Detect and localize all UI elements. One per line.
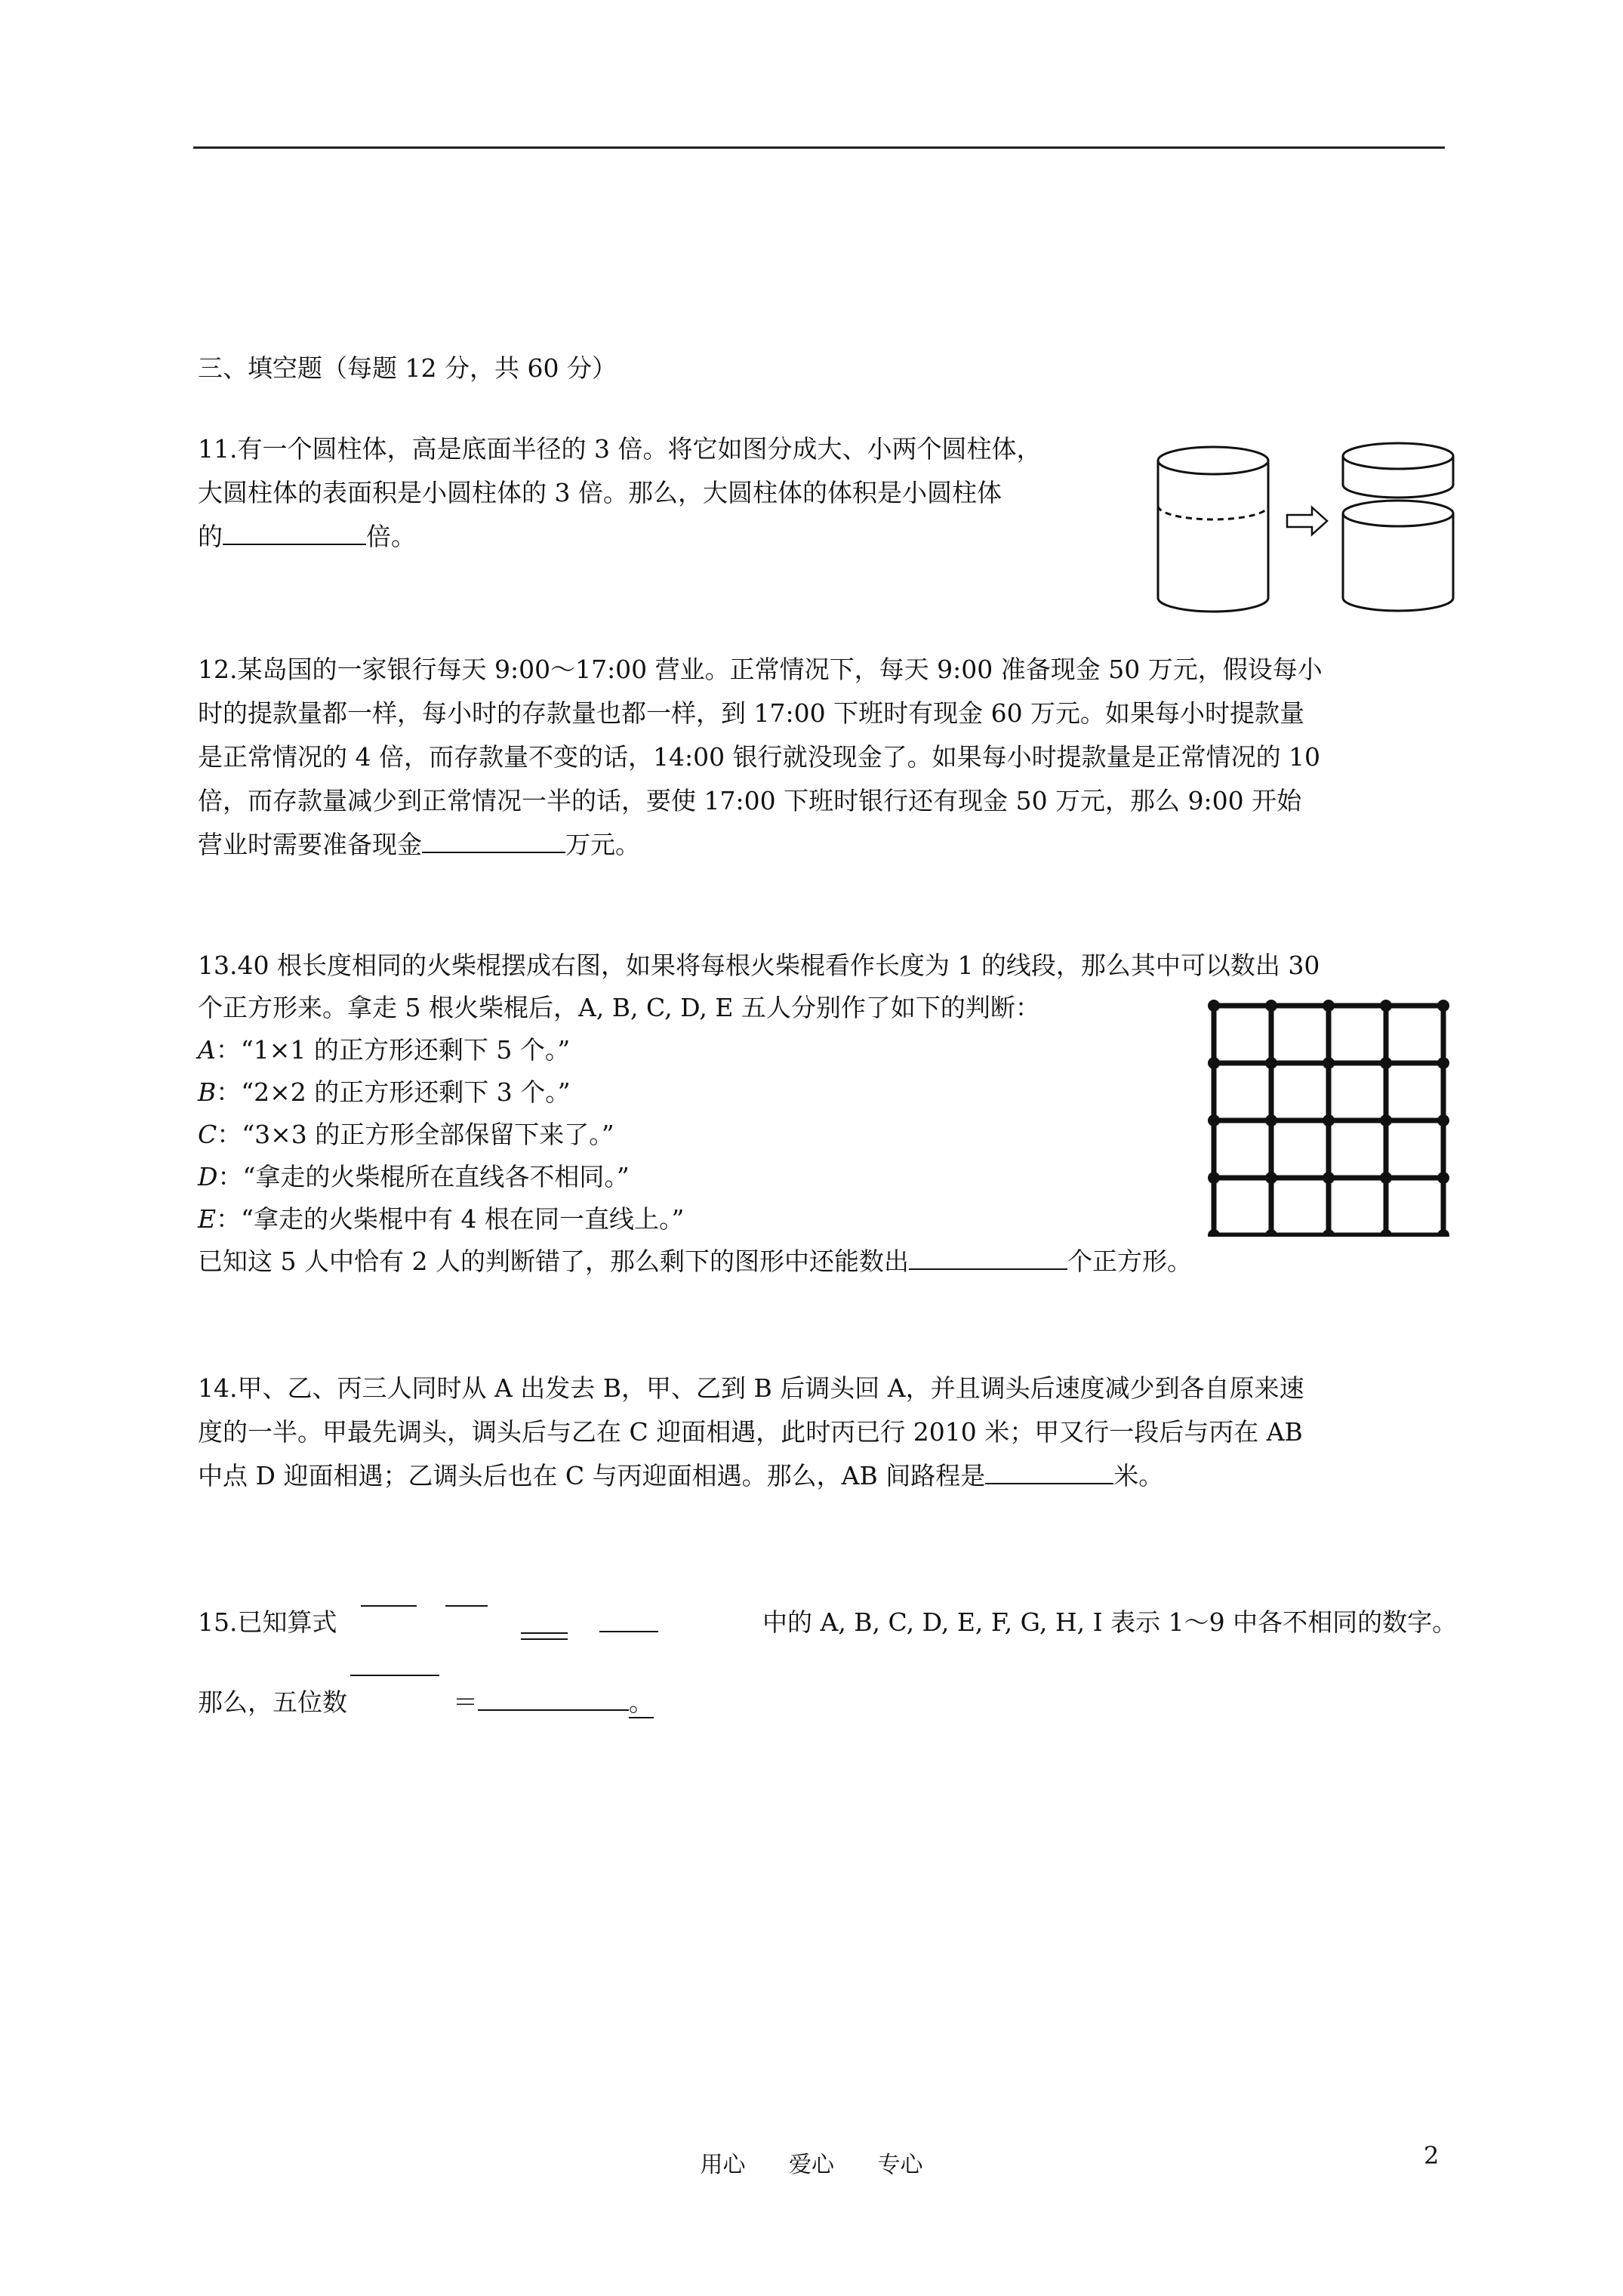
header-rule [193,146,1445,149]
q15-line-2 [198,1681,654,1724]
matchstick-joint [1326,1175,1332,1182]
q14-line-1: 14.甲、乙、丙三人同时从 A 出发去 B，甲、乙到 B 后调头回 A，并且调头后速度减少到各自原来速 [198,1373,1304,1403]
q11-line-2: 大圆柱体的表面积是小圆柱体的 3 倍。那么，大圆柱体的体积是小圆柱体 [198,478,1002,507]
q13-statement-d-text: ：“拿走的火柴棍所在直线各不相同。” [217,1162,630,1191]
matchstick-joint [1440,1060,1447,1067]
q12-line-4: 倍，而存款量减少到正常情况一半的话，要使 17:00 下班时银行还有现金 50 万元，那么 9:00 开始 [198,786,1302,815]
q13-line-2: 个正方形来。拿走 5 根火柴棍后，A, B, C, D, E 五人分别作了如下的判断： [198,993,1040,1022]
q13-statement-a [198,1028,570,1072]
matchstick-joint [1211,1060,1218,1067]
q13-last-line [198,1240,1192,1284]
q12-text-pre: 营业时需要准备现金 [198,830,422,859]
footer-item-3: 专心 [877,2152,923,2178]
matchstick-joint [1440,1003,1447,1009]
matchstick-joint [1383,1175,1390,1182]
matchstick-joint [1383,1117,1390,1124]
matchstick-joint [1440,1175,1447,1182]
cylinder-split-figure [1147,430,1480,619]
matchstick-joint [1440,1117,1447,1124]
q11-line-1: 11.有一个圆柱体，高是底面半径的 3 倍。将它如图分成大、小两个圆柱体， [198,434,1042,464]
q14-text-post: 米。 [1113,1461,1164,1490]
q13-person-b: B [198,1077,217,1107]
q11-line-3 [198,515,416,559]
q13-statement-c [198,1113,614,1157]
q13-statement-c-text: ：“3×3 的正方形全部保留下来了。” [217,1120,614,1149]
q15-line-1-pre: 15.已知算式 [198,1607,337,1637]
q14-line-2: 度的一半。甲最先调头，调头后与乙在 C 迎面相遇，此时丙已行 2010 米；甲又行一段后与丙在 AB [198,1417,1303,1447]
q15-equals-top [521,1632,568,1634]
q11-text-post: 倍。 [366,522,416,551]
page-number: 2 [1424,2141,1440,2170]
q15-overbar-1 [361,1605,417,1607]
q13-answer-blank[interactable] [909,1243,1067,1270]
q12-line-2: 时的提款量都一样，每小时的存款量也都一样，到 17:00 下班时有现金 60 万元。如果每小时提款量 [198,698,1305,728]
matchstick-joint [1211,1175,1218,1182]
q13-person-a: A [198,1035,216,1065]
matchstick-joint [1440,1232,1447,1237]
q14-text-pre: 中点 D 迎面相遇；乙调头后也在 C 与丙迎面相遇。那么，AB 间路程是 [198,1461,986,1490]
q13-person-c: C [198,1120,217,1149]
footer [0,2146,1623,2179]
footer-item-1: 用心 [700,2152,746,2178]
q13-person-e: E [198,1204,217,1234]
q12-answer-blank[interactable] [422,826,565,853]
matchstick-joint [1326,1117,1332,1124]
matchstick-joint [1268,1003,1275,1009]
matchstick-joint [1211,1117,1218,1124]
q14-line-3 [198,1454,1163,1498]
matchstick-grid-figure [1206,998,1460,1237]
q15-five-digit-number [347,1681,453,1724]
q12-line-5 [198,823,640,867]
matchstick-joint [1383,1232,1390,1237]
q15-text-post: 。 [629,1687,654,1717]
section-title: 三、填空题（每题 12 分，共 60 分） [198,353,617,383]
q15-text-pre: 那么，五位数 [198,1687,347,1717]
q12-line-1: 12.某岛国的一家银行每天 9:00～17:00 营业。正常情况下，每天 9:00 准备现金 50 万元，假设每小 [198,655,1323,684]
q15-answer-blank[interactable] [478,1684,629,1711]
matchstick-joint [1268,1117,1275,1124]
q13-statement-b [198,1071,571,1114]
matchstick-joint [1383,1060,1390,1067]
q13-statement-d [198,1155,630,1199]
matchstick-joint [1383,1003,1390,1009]
matchstick-joint [1326,1232,1332,1237]
q11-text-pre: 的 [198,522,223,551]
footer-item-2: 爱心 [789,2152,834,2178]
matchstick-joint [1326,1060,1332,1067]
q15-overbar-2 [445,1605,488,1607]
q15-line-1-post: 中的 A, B, C, D, E, F, G, H, I 表示 1～9 中各不相同的数字。 [762,1607,1458,1637]
q13-statement-a-text: ：“1×1 的正方形还剩下 5 个。” [215,1035,571,1065]
q14-answer-blank[interactable] [985,1457,1113,1484]
matchstick-joint [1211,1232,1218,1237]
q12-text-post: 万元。 [565,830,640,859]
q13-text-pre: 已知这 5 人中恰有 2 人的判断错了，那么剩下的图形中还能数出 [198,1247,909,1276]
q13-statement-b-text: ：“2×2 的正方形还剩下 3 个。” [216,1077,571,1107]
q15-overbar-3 [599,1631,658,1632]
q15-equals-bottom [521,1638,568,1640]
matchstick-joint [1326,1003,1332,1009]
matchstick-joint [1268,1232,1275,1237]
q13-person-d: D [198,1162,218,1191]
matchstick-joint [1268,1175,1275,1182]
q11-answer-blank[interactable] [223,518,366,545]
matchstick-joint [1211,1003,1218,1009]
q15-overbar-4 [350,1675,439,1676]
q12-line-3: 是正常情况的 4 倍，而存款量不变的话，14:00 银行就没现金了。如果每小时提款量是正常情况的 10 [198,742,1321,772]
q13-line-1: 13.40 根长度相同的火柴棍摆成右图，如果将每根火柴棍看作长度为 1 的线段，那么其中可以数出 30 [198,951,1320,980]
q15-equals-sign: ＝ [453,1687,478,1717]
q13-text-post: 个正方形。 [1067,1247,1192,1276]
matchstick-joint [1268,1060,1275,1067]
q13-statement-e-text: ：“拿走的火柴棍中有 4 根在同一直线上。” [216,1204,685,1234]
q13-statement-e [198,1197,684,1241]
